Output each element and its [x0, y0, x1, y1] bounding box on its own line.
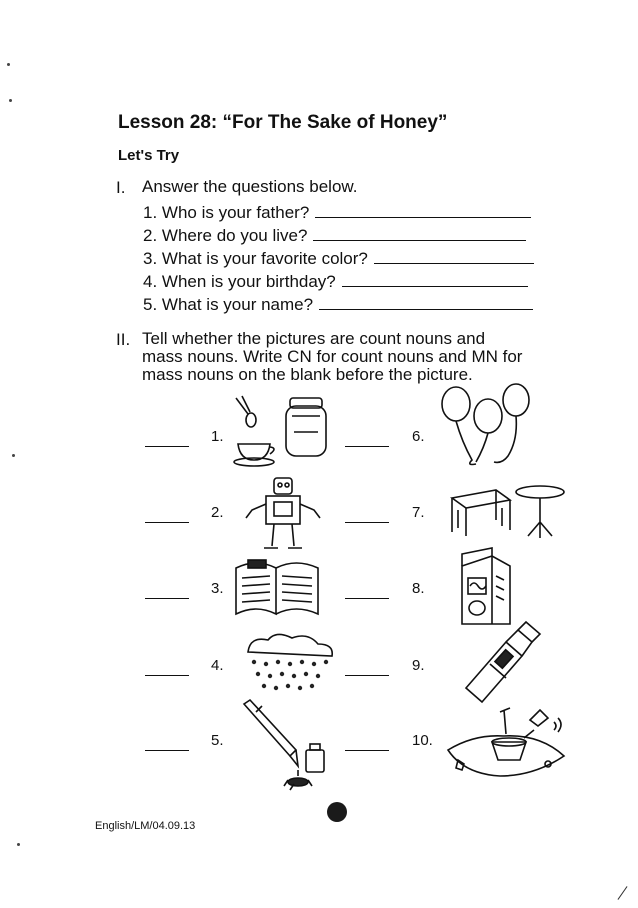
blank-5[interactable]: [145, 750, 189, 751]
answer-line-5[interactable]: [319, 308, 533, 310]
item-number-4: 4.: [211, 657, 224, 674]
answer-line-1[interactable]: [315, 216, 531, 218]
blank-1[interactable]: [145, 446, 189, 447]
scan-mark: [12, 454, 15, 457]
question-5: 5. What is your name?: [143, 295, 533, 315]
item-number-8: 8.: [412, 580, 425, 597]
milk-carton-icon: [452, 546, 522, 628]
section-1-instruction: Answer the questions below.: [142, 177, 358, 196]
question-4: 4. When is your birthday?: [143, 272, 528, 292]
subtitle: Let's Try: [118, 147, 180, 164]
scan-mark: [618, 886, 628, 900]
item-number-6: 6.: [412, 428, 425, 445]
blank-9[interactable]: [345, 675, 389, 676]
item-number-1: 1.: [211, 428, 224, 445]
blank-4[interactable]: [145, 675, 189, 676]
answer-line-4[interactable]: [342, 285, 528, 287]
question-2: 2. Where do you live?: [143, 226, 526, 246]
section-2-numeral: II.: [116, 330, 131, 349]
answer-line-2[interactable]: [313, 239, 526, 241]
blank-2[interactable]: [145, 522, 189, 523]
page-number-circle: [327, 802, 347, 822]
item-number-3: 3.: [211, 580, 224, 597]
item-number-7: 7.: [412, 504, 425, 521]
section-2-instruction-line-1: Tell whether the pictures are count nouns and: [142, 329, 486, 348]
section-2-instruction-line-3: mass nouns on the blank before the picture.: [142, 365, 473, 384]
section-2-instruction-line-2: mass nouns. Write CN for count nouns and MN for: [142, 347, 523, 366]
footer-code: English/LM/04.09.13: [95, 820, 196, 832]
scan-mark: [9, 99, 12, 102]
scan-mark: [17, 843, 20, 846]
answer-line-3[interactable]: [374, 262, 534, 264]
bottle-icon: [462, 618, 544, 702]
question-3: 3. What is your favorite color?: [143, 249, 534, 269]
item-number-10: 10.: [412, 732, 433, 749]
scan-mark: [7, 63, 10, 66]
pen-and-ink-icon: [234, 700, 334, 795]
blank-7[interactable]: [345, 522, 389, 523]
section-1-numeral: I.: [116, 178, 126, 197]
sand-bucket-icon: [444, 704, 569, 792]
tables-icon: [448, 480, 570, 540]
blank-6[interactable]: [345, 446, 389, 447]
item-number-9: 9.: [412, 657, 425, 674]
rain-icon: [240, 630, 340, 700]
blank-8[interactable]: [345, 598, 389, 599]
balloons-icon: [436, 386, 536, 468]
blank-3[interactable]: [145, 598, 189, 599]
lesson-title: Lesson 28: “For The Sake of Honey”: [118, 112, 448, 133]
book-icon: [230, 554, 325, 620]
sugar-and-coffee-icon: [230, 392, 330, 468]
item-number-5: 5.: [211, 732, 224, 749]
robot-icon: [236, 474, 326, 554]
blank-10[interactable]: [345, 750, 389, 751]
question-1: 1. Who is your father?: [143, 203, 531, 223]
item-number-2: 2.: [211, 504, 224, 521]
